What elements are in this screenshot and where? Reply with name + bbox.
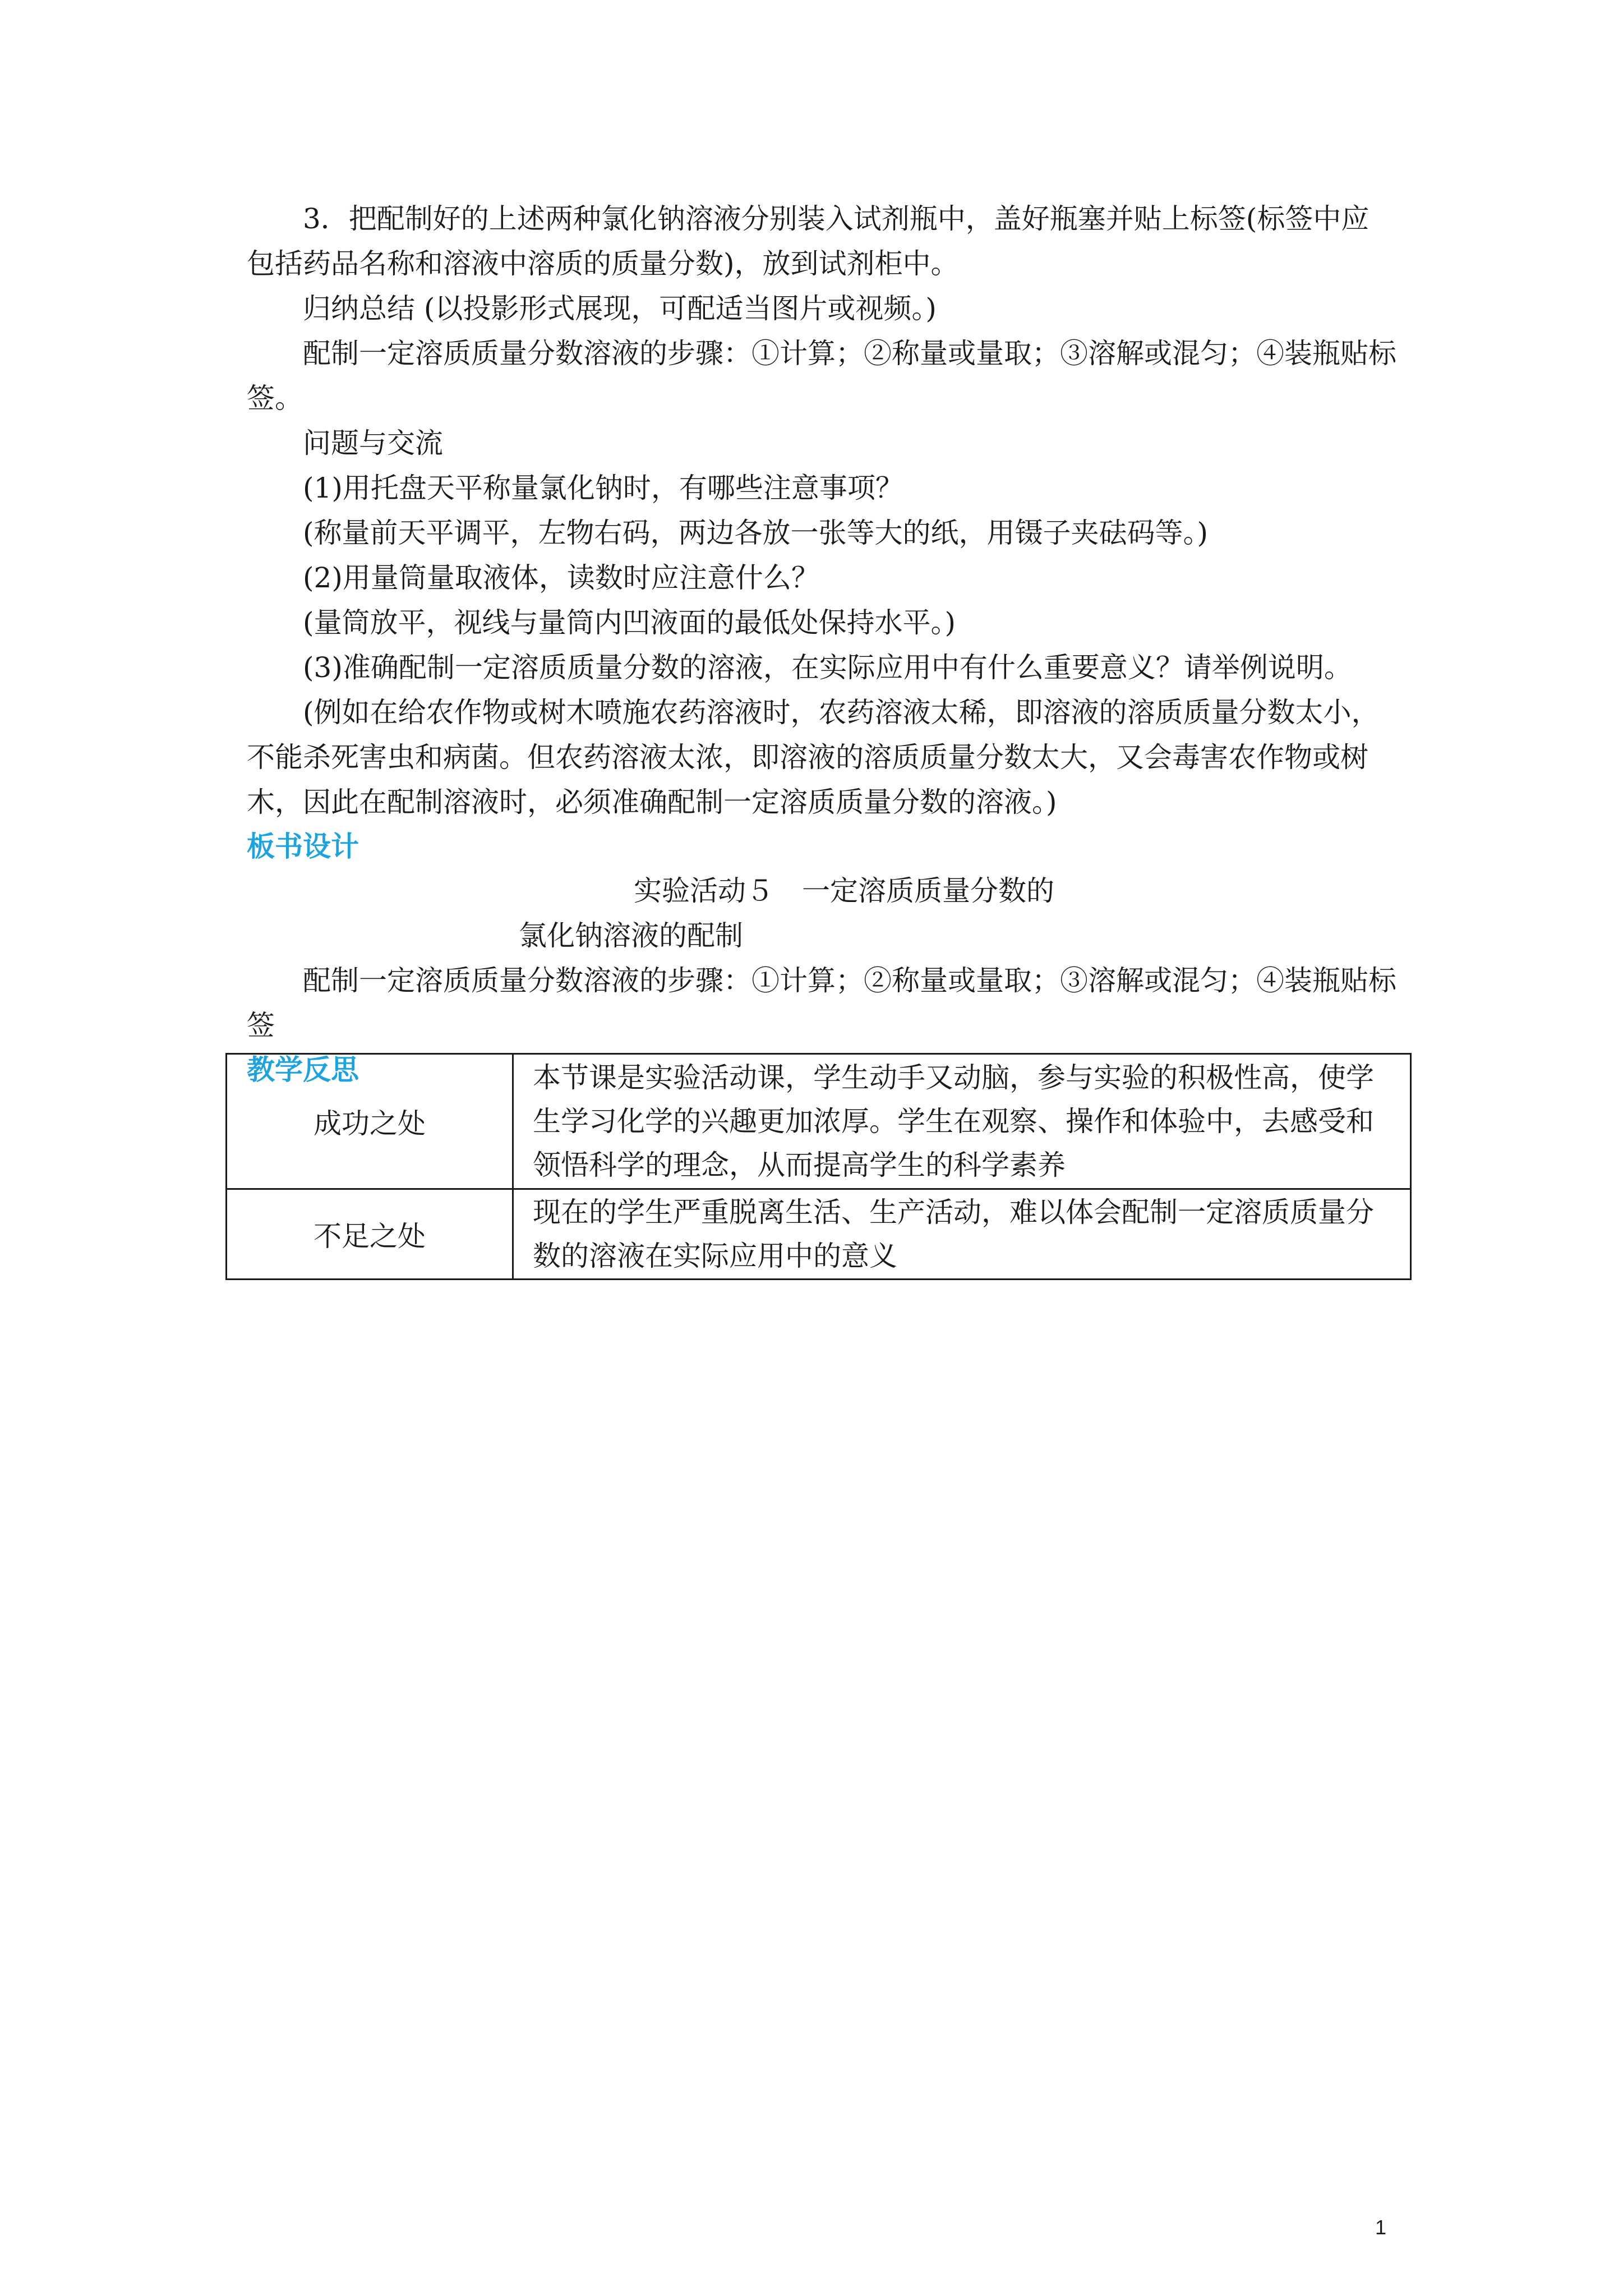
table-row	[227, 1054, 1411, 1189]
board-title-line-2: 氯化钠溶液的配制	[519, 919, 743, 952]
qa-label: 问题与交流	[303, 427, 443, 459]
board-design-steps: 配制一定溶质质量分数溶液的步骤：①计算；②称量或量取；③溶解或混匀；④装瓶贴标签	[247, 964, 1396, 1042]
shortcoming-text: 现在的学生严重脱离生活、生产活动，难以体会配制一定溶质质量分数的溶液在实际应用中的意义	[513, 1189, 1411, 1280]
question-2: (2)用量筒量取液体，读数时应注意什么？	[303, 562, 819, 594]
question-1: (1)用托盘天平称量氯化钠时，有哪些注意事项？	[303, 472, 903, 504]
reflection-table	[225, 1053, 1412, 1280]
summary-label: 归纳总结 (以投影形式展现，可配适当图片或视频。)	[303, 292, 937, 325]
page-number: 1	[1375, 2216, 1387, 2239]
board-design-title	[247, 868, 1396, 958]
success-text: 本节课是实验活动课，学生动手又动脑，参与实验的积极性高，使学生学习化学的兴趣更加浓厚。学生在观察、操作和体验中，去感受和领悟科学的理念，从而提高学生的科学素养	[513, 1054, 1411, 1189]
shortcoming-label: 不足之处	[227, 1189, 513, 1280]
table-row	[227, 1189, 1411, 1280]
question-3: (3)准确配制一定溶质质量分数的溶液，在实际应用中有什么重要意义？请举例说明。	[303, 651, 1352, 684]
success-label: 成功之处	[227, 1054, 513, 1189]
summary-text: 配制一定溶质质量分数溶液的步骤：①计算；②称量或量取；③溶解或混匀；④装瓶贴标签。	[247, 337, 1396, 415]
reflection-heading: 教学反思	[247, 1053, 359, 1086]
answer-2: (量筒放平，视线与量筒内凹液面的最低处保持水平。)	[303, 606, 956, 639]
document-body	[247, 196, 1396, 1092]
answer-3: (例如在给农作物或树木喷施农药溶液时，农药溶液太稀，即溶液的溶质质量分数太小，不能杀死害虫和病菌。但农药溶液太浓，即溶液的溶质质量分数太大，又会毒害农作物或树木，因此在配制溶液时，必须准确配制一定溶质质量分数的溶液。)	[247, 696, 1380, 818]
board-design-heading: 板书设计	[247, 830, 359, 863]
step-3-paragraph: 3．把配制好的上述两种氯化钠溶液分别装入试剂瓶中，盖好瓶塞并贴上标签(标签中应包括药品名称和溶液中溶质的质量分数)，放到试剂柜中。	[247, 203, 1370, 280]
answer-1: (称量前天平调平，左物右码，两边各放一张等大的纸，用镊子夹砝码等。)	[303, 517, 1209, 549]
board-title-line-1: 实验活动５ 一定溶质质量分数的	[634, 875, 1054, 907]
